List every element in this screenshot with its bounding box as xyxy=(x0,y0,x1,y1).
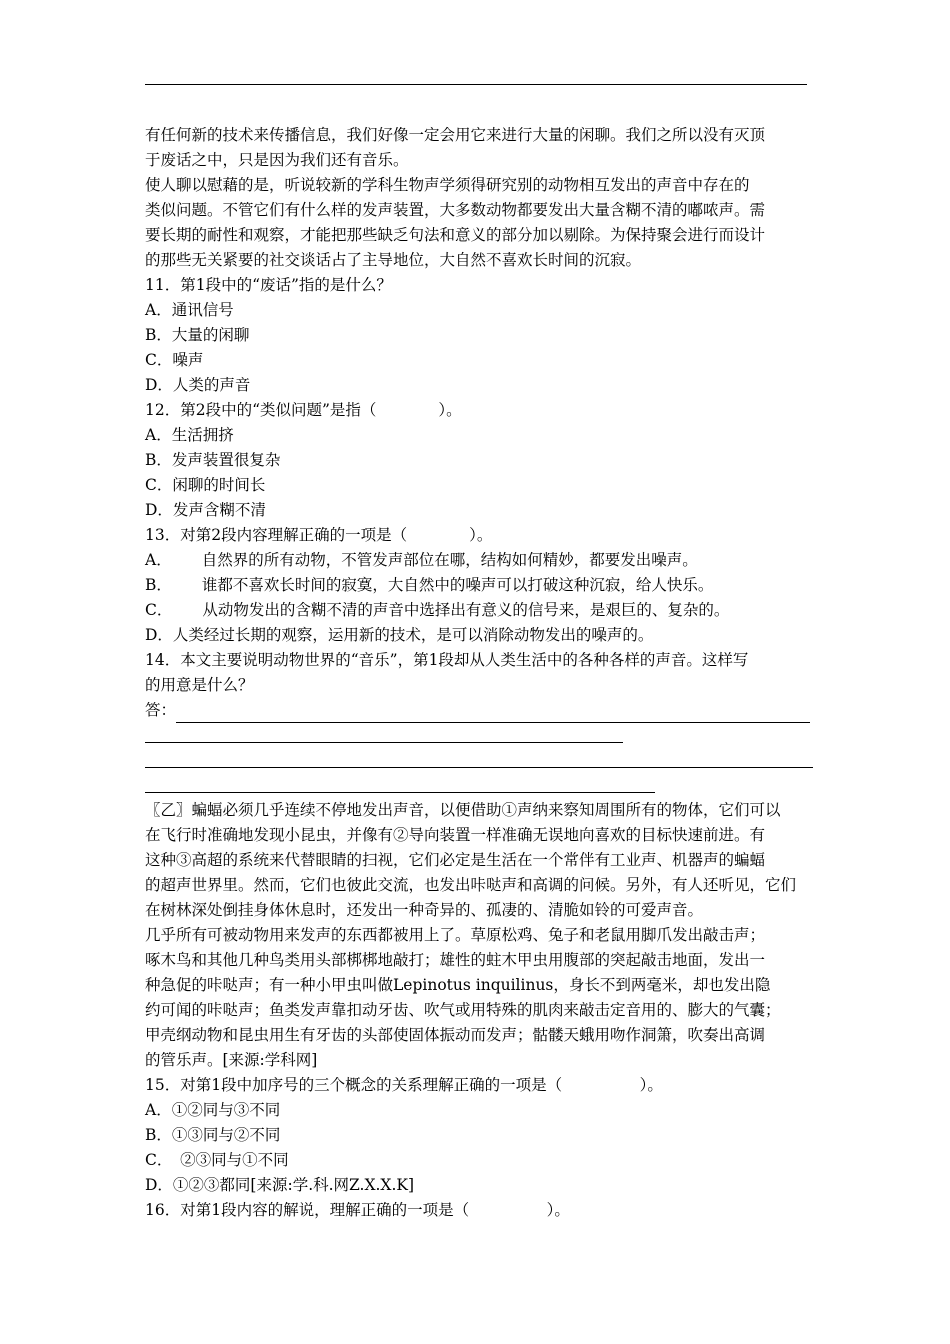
answer-row xyxy=(145,698,810,723)
option-b: B．发声装置很复杂 xyxy=(145,451,281,469)
passage-line: 有任何新的技术来传播信息，我们好像一定会用它来进行大量的闲聊。我们之所以没有灭顶 xyxy=(145,126,766,144)
passage-line: 〖乙〗蝙蝠必须几乎连续不停地发出声音，以便借助①声纳来察知周围所有的物体，它们可以 xyxy=(145,801,781,819)
option-text: 自然界的所有动物，不管发声部位在哪，结构如何精妙，都要发出噪声。 xyxy=(201,551,698,569)
option-b: B．大量的闲聊 xyxy=(145,326,250,344)
passage-line: 约可闻的咔哒声；鱼类发声靠扣动牙齿、吹气或用特殊的肌肉来敲击定音用的、膨大的气囊； xyxy=(145,1001,781,1019)
page-content xyxy=(145,123,810,1223)
option-c: C． ②③同与①不同 xyxy=(145,1151,289,1169)
option-d: D．发声含糊不清 xyxy=(145,501,266,519)
passage-line: 于废话之中，只是因为我们还有音乐。 xyxy=(145,151,409,169)
passage-line: 的超声世界里。然而，它们也彼此交流，也发出咔哒声和高调的问候。另外，有人还听见，它们 xyxy=(145,876,797,894)
question-stem: 11．第1段中的“废话”指的是什么？ xyxy=(145,276,392,294)
passage-line: 要长期的耐性和观察，才能把那些缺乏句法和意义的部分加以剔除。为保持聚会进行而设计 xyxy=(145,226,766,244)
question-stem: 12．第2段中的“类似问题”是指（ ）。 xyxy=(145,401,462,419)
option-a: A．①②同与③不同 xyxy=(145,1101,281,1119)
option-c xyxy=(145,598,810,623)
passage-line: 在飞行时准确地发现小昆虫，并像有②导向装置一样准确无误地向喜欢的目标快速前进。有 xyxy=(145,826,766,844)
option-c: C．闲聊的时间长 xyxy=(145,476,266,494)
passage-line: 几乎所有可被动物用来发声的东西都被用上了。草原松鸡、兔子和老鼠用脚爪发出敲击声； xyxy=(145,926,766,944)
passage-line: 甲壳纲动物和昆虫用生有牙齿的头部使固体振动而发声；骷髅天蛾用吻作洞箫，吹奏出高调 xyxy=(145,1026,766,1044)
option-letter: C． xyxy=(145,601,173,619)
passage-line: 在树林深处倒挂身体休息时，还发出一种奇异的、孤凄的、清脆如铃的可爱声音。 xyxy=(145,901,704,919)
question-11 xyxy=(145,273,810,398)
option-text: 谁都不喜欢长时间的寂寞，大自然中的噪声可以打破这种沉寂，给人快乐。 xyxy=(201,576,714,594)
option-a xyxy=(145,548,810,573)
question-16 xyxy=(145,1198,810,1223)
passage-line: 的那些无关紧要的社交谈话占了主导地位，大自然不喜欢长时间的沉寂。 xyxy=(145,251,642,269)
option-d: D．人类的声音 xyxy=(145,376,251,394)
question-stem: 15．对第1段中加序号的三个概念的关系理解正确的一项是（ ）。 xyxy=(145,1076,663,1094)
option-letter: B． xyxy=(145,576,172,594)
option-c: C．噪声 xyxy=(145,351,204,369)
option-d: D．①②③都同[来源:学.科.网Z.X.X.K] xyxy=(145,1176,415,1194)
passage-yi xyxy=(145,798,810,1073)
option-b: B．①③同与②不同 xyxy=(145,1126,281,1144)
option-a: A．生活拥挤 xyxy=(145,426,234,444)
question-14 xyxy=(145,648,810,798)
question-stem: 13．对第2段内容理解正确的一项是（ ）。 xyxy=(145,526,493,544)
passage-line: 的管乐声。[来源:学科网] xyxy=(145,1051,318,1069)
answer-blank[interactable] xyxy=(145,773,810,798)
question-stem: 的用意是什么？ xyxy=(145,676,254,694)
option-d: D．人类经过长期的观察，运用新的技术，是可以消除动物发出的噪声的。 xyxy=(145,626,654,644)
question-12 xyxy=(145,398,810,523)
passage-line: 啄木鸟和其他几种鸟类用头部梆梆地敲打；雄性的蛀木甲虫用腹部的突起敲击地面，发出一 xyxy=(145,951,766,969)
header-rule xyxy=(145,84,807,85)
answer-label: 答： xyxy=(145,701,177,719)
question-15 xyxy=(145,1073,810,1198)
question-13 xyxy=(145,523,810,648)
passage-line: 种急促的咔哒声；有一种小甲虫叫做Lepinotus inquilinus，身长不到两毫米，却也发出隐 xyxy=(145,976,771,994)
question-stem: 14．本文主要说明动物世界的“音乐”，第1段却从人类生活中的各种各样的声音。这样写 xyxy=(145,651,749,669)
option-text: 从动物发出的含糊不清的声音中选择出有意义的信号来，是艰巨的、复杂的。 xyxy=(202,601,730,619)
answer-blank[interactable] xyxy=(176,704,810,723)
question-stem: 16．对第1段内容的解说，理解正确的一项是（ ）。 xyxy=(145,1201,570,1219)
option-b xyxy=(145,573,810,598)
answer-blank[interactable] xyxy=(145,723,810,748)
passage-line: 类似问题。不管它们有什么样的发声装置，大多数动物都要发出大量含糊不清的嘟哝声。需 xyxy=(145,201,766,219)
passage-jia xyxy=(145,123,810,273)
passage-line: 使人聊以慰藉的是，听说较新的学科生物声学须得研究别的动物相互发出的声音中存在的 xyxy=(145,176,750,194)
option-a: A．通讯信号 xyxy=(145,301,234,319)
answer-blank[interactable] xyxy=(145,748,810,773)
passage-line: 这种③高超的系统来代替眼睛的扫视，它们必定是生活在一个常伴有工业声、机器声的蝙蝠 xyxy=(145,851,766,869)
option-letter: A． xyxy=(145,551,172,569)
